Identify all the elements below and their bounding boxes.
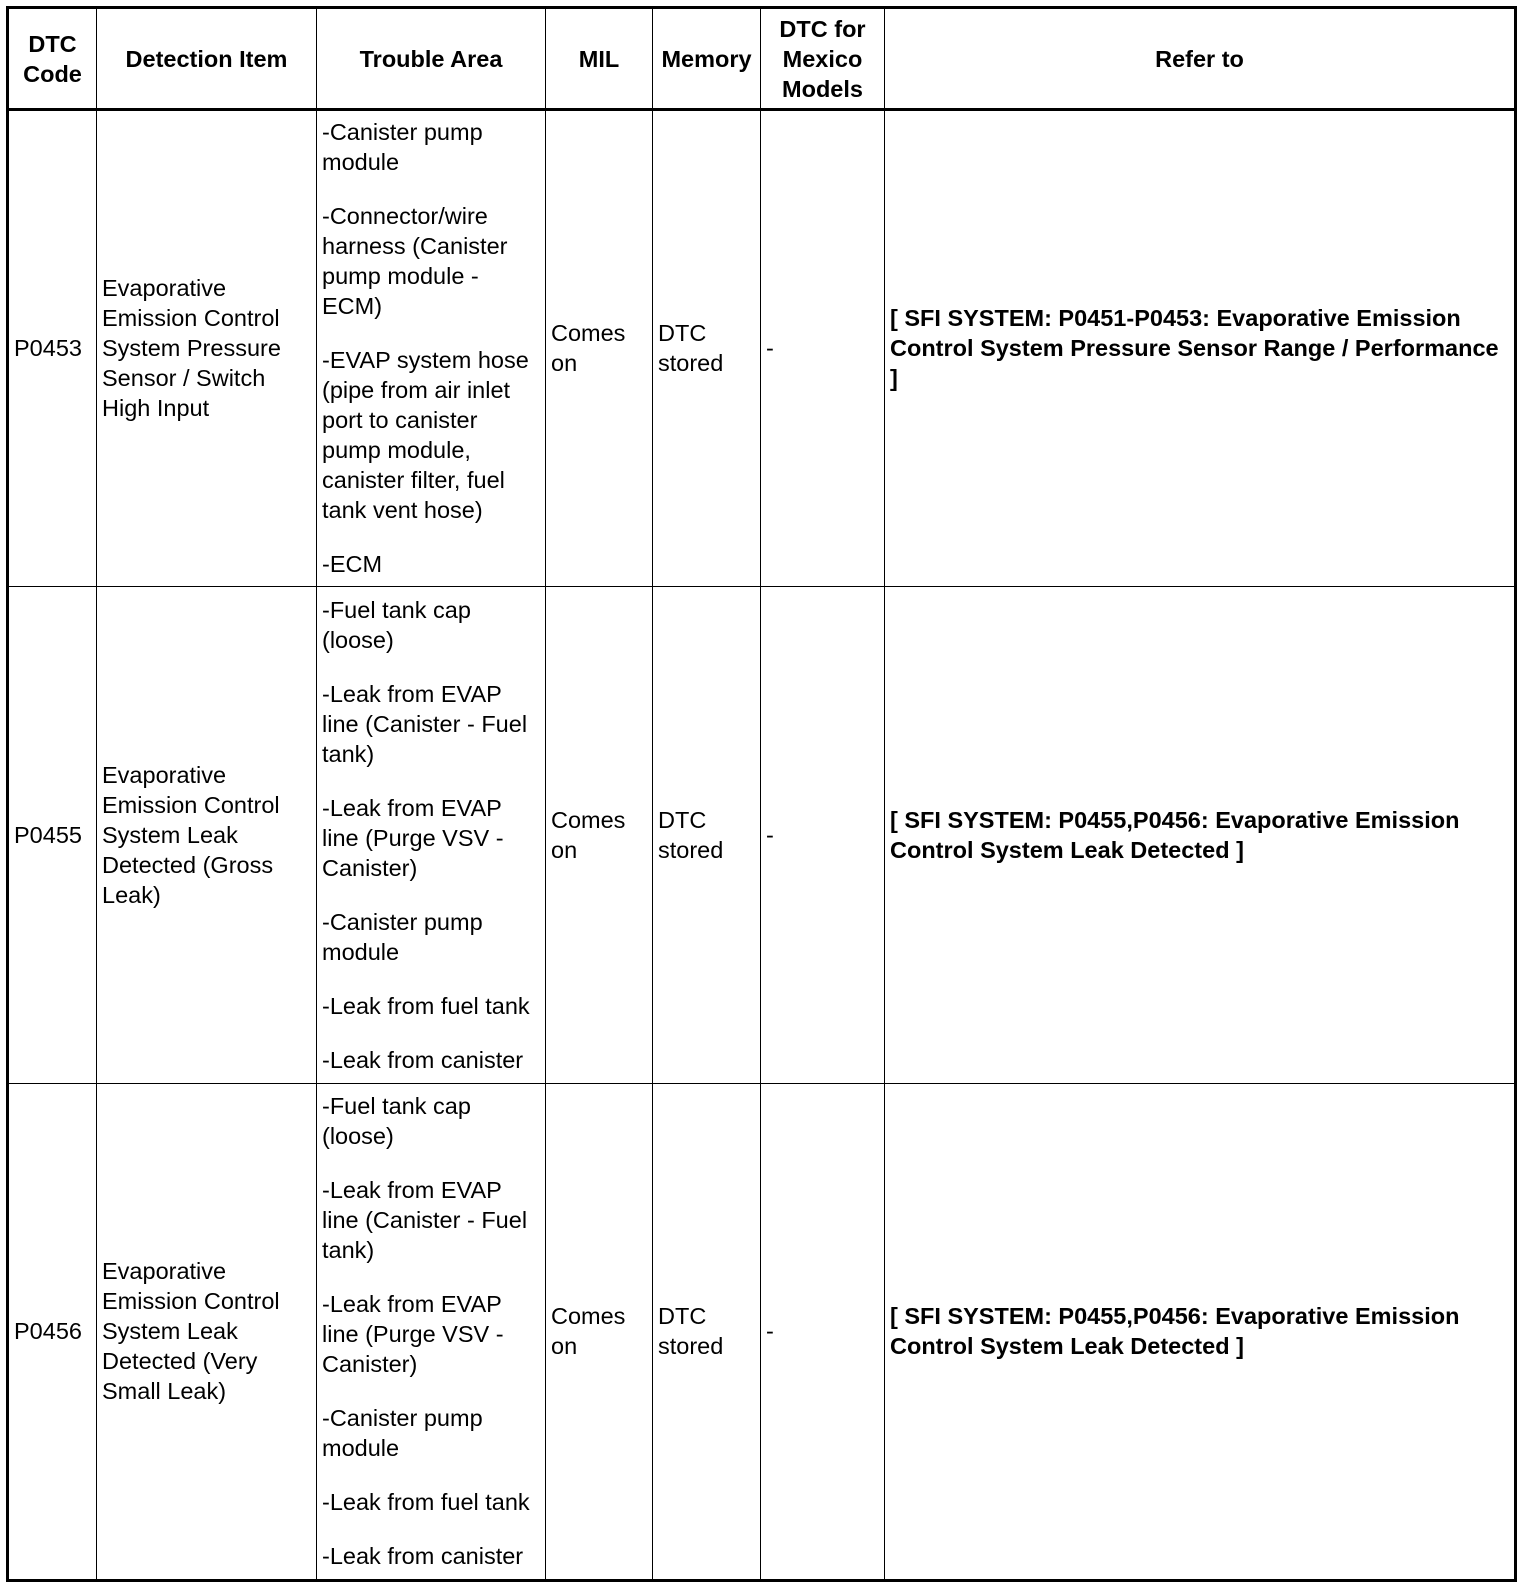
- trouble-area-item: -Leak from canister: [322, 1543, 524, 1570]
- mil-cell: Comes on: [546, 586, 653, 1083]
- dtc-document: [6, 6, 1514, 1582]
- table-row: [8, 110, 1516, 587]
- dtc-code-cell: P0453: [8, 110, 97, 587]
- trouble-area-item: -Connector/wire harness (Canister pump module - ECM): [322, 203, 508, 320]
- trouble-area-item: -Leak from fuel tank: [322, 1489, 530, 1516]
- dtc-table: [6, 6, 1517, 1582]
- mexico-cell: -: [761, 1083, 885, 1580]
- trouble-area-item: -EVAP system hose (pipe from air inlet port to canister pump module, canister filter, fuel tank vent hose): [322, 347, 529, 524]
- mil-cell: Comes on: [546, 1083, 653, 1580]
- trouble-area-item: -Leak from fuel tank: [322, 992, 530, 1019]
- mil-cell: Comes on: [546, 110, 653, 587]
- dtc-code-cell: P0455: [8, 586, 97, 1083]
- mexico-cell: -: [761, 110, 885, 587]
- memory-cell: DTC stored: [653, 110, 761, 587]
- header-memory: Memory: [653, 8, 761, 110]
- header-mil: MIL: [546, 8, 653, 110]
- trouble-area-item: -Leak from canister: [322, 1046, 524, 1073]
- trouble-area-cell: [317, 110, 546, 587]
- detection-item-cell: Evaporative Emission Control System Leak Detected (Gross Leak): [97, 586, 317, 1083]
- header-detection-item: Detection Item: [97, 8, 317, 110]
- dtc-code-cell: P0456: [8, 1083, 97, 1580]
- trouble-area-item: -Canister pump module: [322, 1405, 483, 1462]
- refer-to-link[interactable]: [ SFI SYSTEM: P0455,P0456: Evaporative Emission Control System Leak Detected ]: [885, 1083, 1516, 1580]
- trouble-area-item: -Leak from EVAP line (Purge VSV - Canister): [322, 1291, 504, 1378]
- header-dtc-mexico: DTC for Mexico Models: [761, 8, 885, 110]
- mexico-cell: -: [761, 586, 885, 1083]
- header-dtc-code: DTC Code: [8, 8, 97, 110]
- trouble-area-cell: [317, 1083, 546, 1580]
- detection-item-cell: Evaporative Emission Control System Pressure Sensor / Switch High Input: [97, 110, 317, 587]
- header-trouble-area: Trouble Area: [317, 8, 546, 110]
- memory-cell: DTC stored: [653, 1083, 761, 1580]
- table-row: [8, 586, 1516, 1083]
- table-row: [8, 1083, 1516, 1580]
- trouble-area-cell: [317, 586, 546, 1083]
- header-refer-to: Refer to: [885, 8, 1516, 110]
- memory-cell: DTC stored: [653, 586, 761, 1083]
- header-row: [8, 8, 1516, 110]
- trouble-area-item: -Canister pump module: [322, 119, 483, 176]
- trouble-area-item: -Leak from EVAP line (Canister - Fuel tank): [322, 1177, 528, 1264]
- trouble-area-item: -Fuel tank cap (loose): [322, 1093, 471, 1150]
- trouble-area-item: -Fuel tank cap (loose): [322, 596, 471, 653]
- trouble-area-item: -ECM: [322, 551, 383, 578]
- refer-to-link[interactable]: [ SFI SYSTEM: P0455,P0456: Evaporative Emission Control System Leak Detected ]: [885, 586, 1516, 1083]
- trouble-area-item: -Leak from EVAP line (Canister - Fuel tank): [322, 680, 528, 767]
- refer-to-link[interactable]: [ SFI SYSTEM: P0451-P0453: Evaporative Emission Control System Pressure Sensor Range / Performance ]: [885, 110, 1516, 587]
- detection-item-cell: Evaporative Emission Control System Leak Detected (Very Small Leak): [97, 1083, 317, 1580]
- trouble-area-item: -Leak from EVAP line (Purge VSV - Canister): [322, 794, 504, 881]
- trouble-area-item: -Canister pump module: [322, 908, 483, 965]
